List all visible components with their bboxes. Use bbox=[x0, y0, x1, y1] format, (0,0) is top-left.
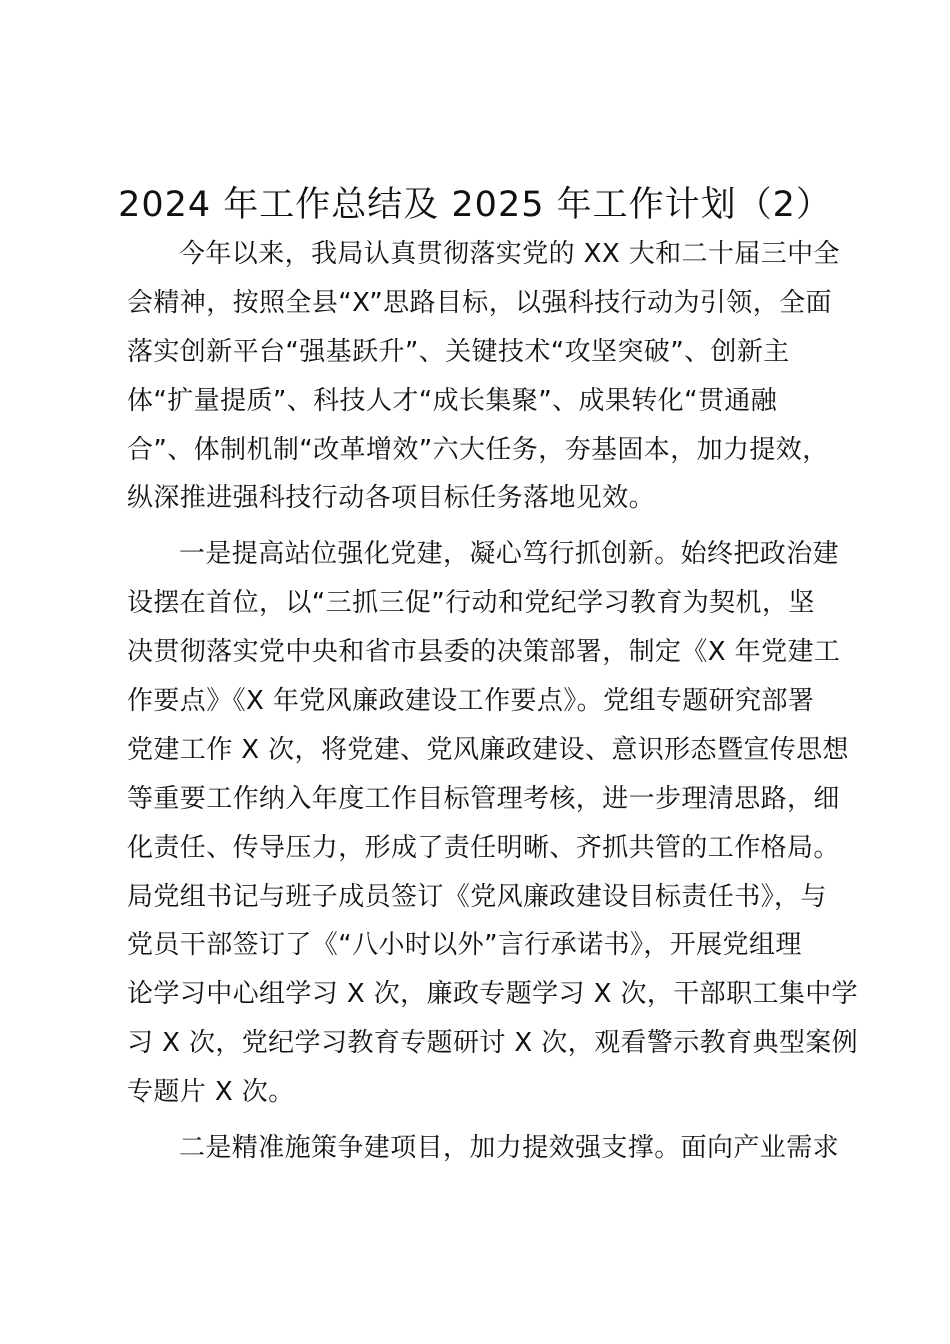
text-line: 体“扩量提质”、科技人才“成长集聚”、成果转化“贯通融 bbox=[127, 385, 778, 416]
text-line: 等重要工作纳入年度工作目标管理考核，进一步理清思路，细 bbox=[127, 783, 840, 814]
text-line: 二是精准施策争建项目，加力提效强支撑。面向产业需求 bbox=[179, 1133, 840, 1164]
text-line: 化责任、传导压力，形成了责任明晰、齐抓共管的工作格局。 bbox=[127, 832, 840, 863]
text-line: 党员干部签订了《“八小时以外”言行承诺书》，开展党组理 bbox=[127, 930, 802, 961]
text-line: 纵深推进强科技行动各项目标任务落地见效。 bbox=[127, 483, 656, 514]
text-line: 决贯彻落实党中央和省市县委的决策部署，制定《X 年党建工 bbox=[127, 637, 841, 668]
paragraph-3 bbox=[127, 1124, 862, 1173]
text-line: 合”、体制机制“改革增效”六大任务，夯基固本，加力提效， bbox=[127, 434, 829, 465]
document-body bbox=[127, 230, 862, 1173]
text-line: 会精神，按照全县“X”思路目标，以强科技行动为引领，全面 bbox=[127, 287, 832, 318]
text-line: 专题片 X 次。 bbox=[127, 1077, 295, 1108]
text-line: 今年以来，我局认真贯彻落实党的 XX 大和二十届三中全 bbox=[179, 239, 840, 269]
text-line: 一是提高站位强化党建，凝心笃行抓创新。始终把政治建 bbox=[179, 539, 840, 570]
document-title: 2024 年工作总结及 2025 年工作计划（2） bbox=[118, 185, 832, 225]
text-line: 设摆在首位，以“三抓三促”行动和党纪学习教育为契机，坚 bbox=[127, 588, 815, 619]
text-line: 习 X 次，党纪学习教育专题研讨 X 次，观看警示教育典型案例 bbox=[127, 1028, 859, 1059]
paragraph-1 bbox=[127, 230, 862, 523]
text-line: 局党组书记与班子成员签订《党风廉政建设目标责任书》，与 bbox=[127, 881, 827, 912]
text-line: 作要点》《X 年党风廉政建设工作要点》。党组专题研究部署 bbox=[127, 686, 815, 717]
paragraph-2 bbox=[127, 530, 862, 1117]
text-line: 落实创新平台“强基跃升”、关键技术“攻坚突破”、创新主 bbox=[127, 336, 790, 367]
text-line: 党建工作 X 次，将党建、党风廉政建设、意识形态暨宣传思想 bbox=[127, 734, 849, 765]
text-line: 论学习中心组学习 X 次，廉政专题学习 X 次，干部职工集中学 bbox=[127, 979, 859, 1010]
